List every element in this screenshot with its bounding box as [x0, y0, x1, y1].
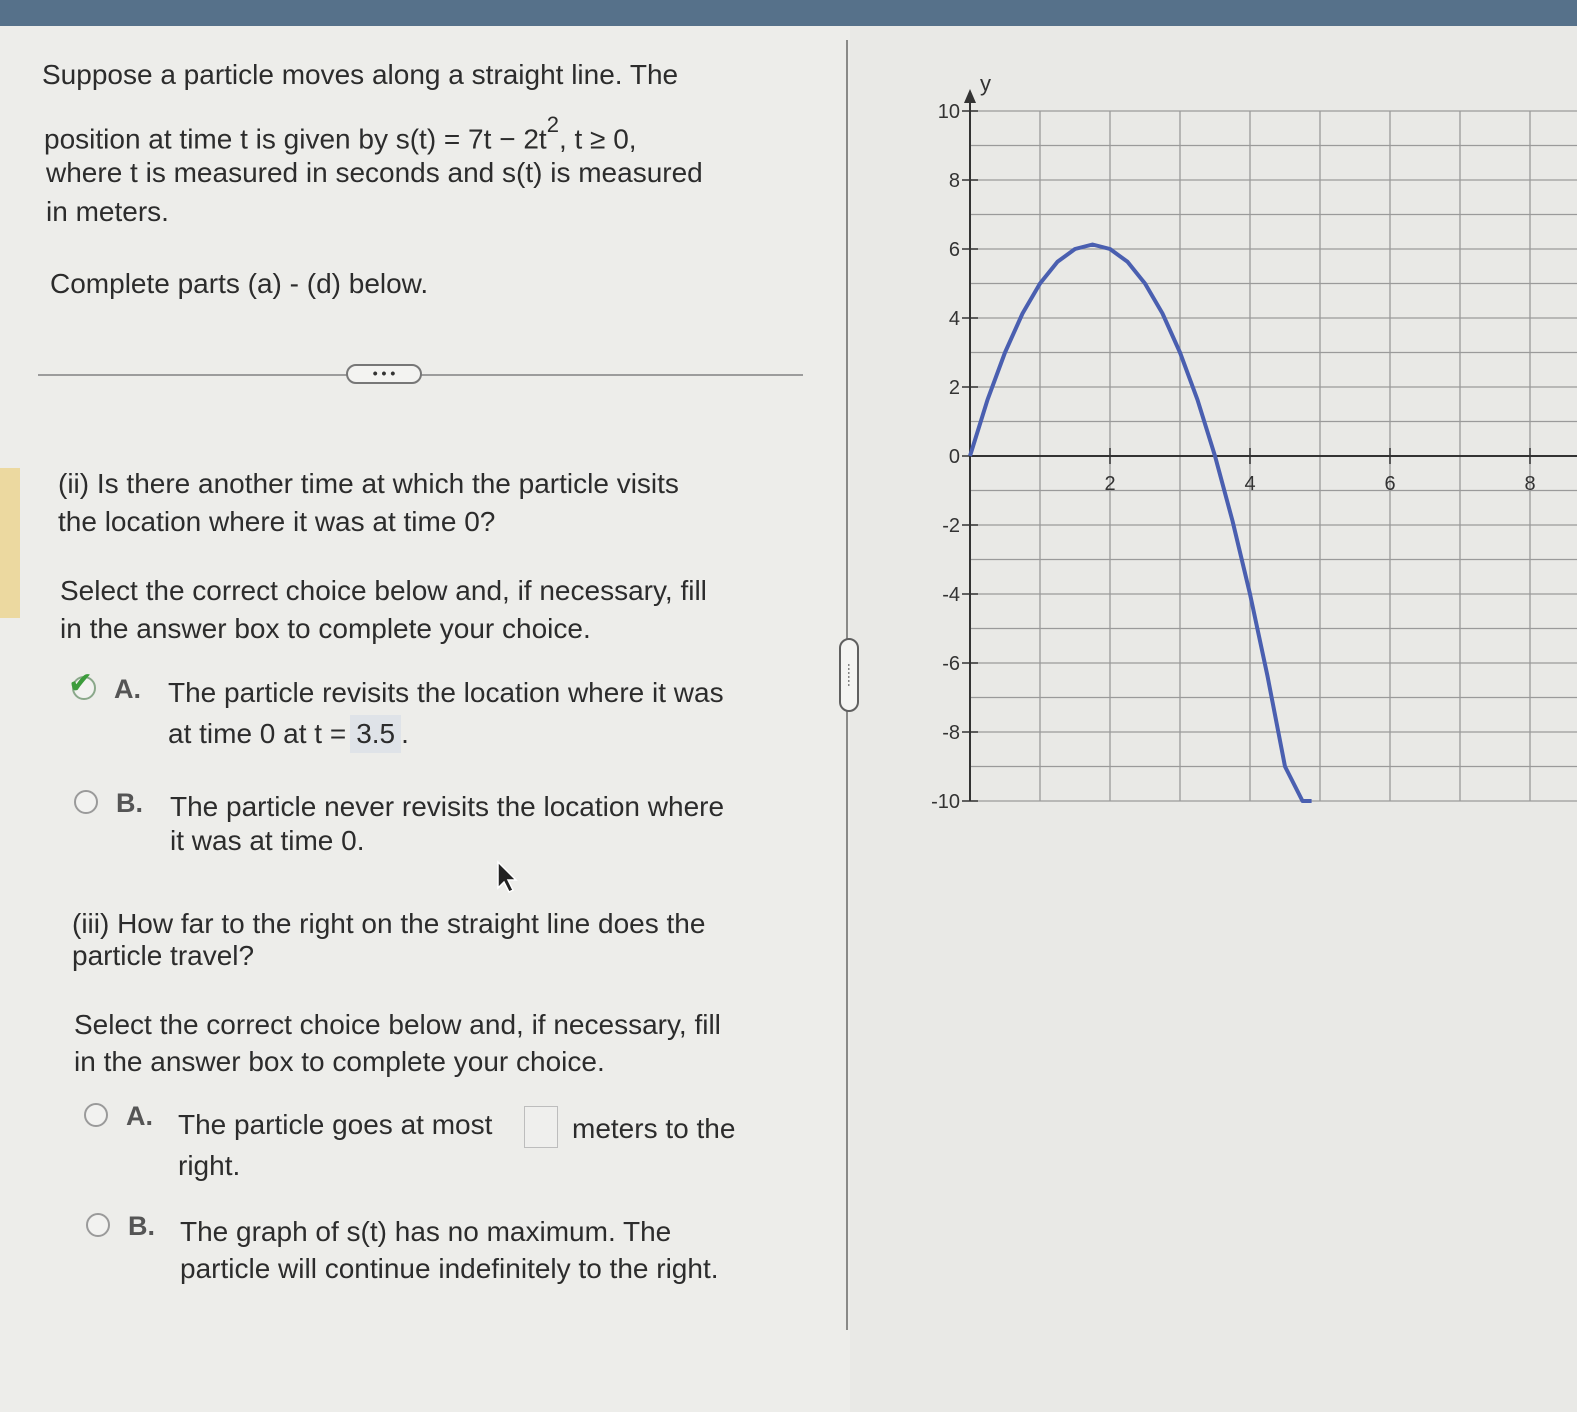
problem-line-2-text: position at time t is given by s(t) = 7t − 2t — [44, 123, 547, 155]
part-iii-option-a-line-2[interactable]: right. — [178, 1150, 241, 1181]
part-ii-question-line-2: the location where it was at time 0? — [58, 506, 496, 537]
y-tick-label: -4 — [942, 584, 960, 606]
part-iii-option-a-text-tail[interactable]: meters to the — [572, 1113, 736, 1144]
problem-line-3: where t is measured in seconds and s(t) is measured — [46, 157, 703, 188]
part-iii-select-line-2: in the answer box to complete your choice. — [74, 1046, 605, 1077]
mouse-cursor-icon — [496, 860, 518, 894]
part-ii-answer-box[interactable]: 3.5 — [350, 715, 401, 753]
expand-button[interactable]: • • • — [346, 364, 422, 384]
part-iii-option-b-radio[interactable] — [86, 1213, 110, 1237]
part-iii-question-line-2: particle travel? — [72, 940, 255, 971]
part-iii-option-a-text[interactable]: The particle goes at most — [178, 1109, 493, 1140]
problem-line-1: Suppose a particle moves along a straight line. The — [42, 59, 679, 90]
problem-line-2 — [44, 112, 637, 158]
y-tick-label: -8 — [942, 722, 960, 744]
current-part-marker — [0, 468, 20, 618]
part-ii-option-b-radio[interactable] — [74, 790, 98, 814]
part-iii-option-b-label: B. — [128, 1211, 155, 1241]
part-iii-answer-box[interactable] — [524, 1106, 558, 1148]
x-tick-label: 2 — [1104, 473, 1116, 495]
part-ii-option-b-line-1[interactable]: The particle never revisits the location where — [170, 791, 725, 822]
y-tick-label: -6 — [942, 653, 960, 675]
x-tick-label: 4 — [1244, 473, 1256, 495]
part-iii-question-line-1: (iii) How far to the right on the straight line does the — [72, 908, 706, 939]
series-line — [970, 245, 1312, 802]
instructions: Complete parts (a) - (d) below. — [50, 268, 429, 299]
y-tick-label: 2 — [948, 377, 960, 399]
y-tick-label: 8 — [948, 170, 960, 192]
part-ii-option-a-label: A. — [114, 674, 141, 704]
y-tick-label: 0 — [948, 446, 960, 468]
part-ii-option-b-label: B. — [116, 788, 143, 818]
problem-line-4: in meters. — [46, 196, 169, 227]
question-pane — [0, 26, 850, 1412]
graph-curve — [970, 245, 1312, 802]
top-bar — [0, 0, 1577, 26]
part-ii-option-a-line-2-text: at time 0 at t = — [168, 718, 347, 749]
part-ii-option-a-line-2[interactable] — [168, 715, 409, 753]
part-iii-option-a-label: A. — [126, 1101, 153, 1131]
part-ii-select-line-2: in the answer box to complete your choice. — [60, 613, 591, 644]
y-tick-label: 4 — [948, 308, 960, 330]
y-axis-label: y — [980, 71, 991, 96]
x-tick-label: 8 — [1524, 473, 1536, 495]
part-ii-select-line-1: Select the correct choice below and, if necessary, fill — [60, 575, 707, 606]
position-graph — [900, 56, 1577, 816]
y-axis-arrow-icon — [964, 89, 976, 103]
exponent: 2 — [546, 112, 559, 137]
part-ii-question-line-1: (ii) Is there another time at which the particle visits — [58, 468, 679, 499]
x-tick-label: 6 — [1384, 473, 1396, 495]
part-iii-option-a-radio[interactable] — [84, 1103, 108, 1127]
part-ii-option-b-line-2[interactable]: it was at time 0. — [170, 825, 365, 856]
y-tick-label: 6 — [948, 239, 960, 261]
part-iii-option-b-line-2[interactable]: particle will continue indefinitely to the right. — [180, 1253, 719, 1284]
part-iii-option-b-line-1[interactable]: The graph of s(t) has no maximum. The — [180, 1216, 672, 1247]
y-tick-label: 10 — [937, 101, 960, 123]
pane-resize-handle[interactable]: ⋯⋯ — [839, 638, 859, 712]
y-tick-label: -10 — [931, 791, 960, 813]
correct-check-icon: ✔ — [68, 667, 94, 700]
part-iii-select-line-1: Select the correct choice below and, if necessary, fill — [74, 1009, 721, 1040]
part-ii-option-a-line-1[interactable]: The particle revisits the location where it was — [168, 677, 724, 708]
problem-line-2-tail: , t ≥ 0, — [558, 123, 637, 155]
y-tick-label: -2 — [942, 515, 960, 537]
part-ii-option-a-period: . — [401, 718, 409, 749]
